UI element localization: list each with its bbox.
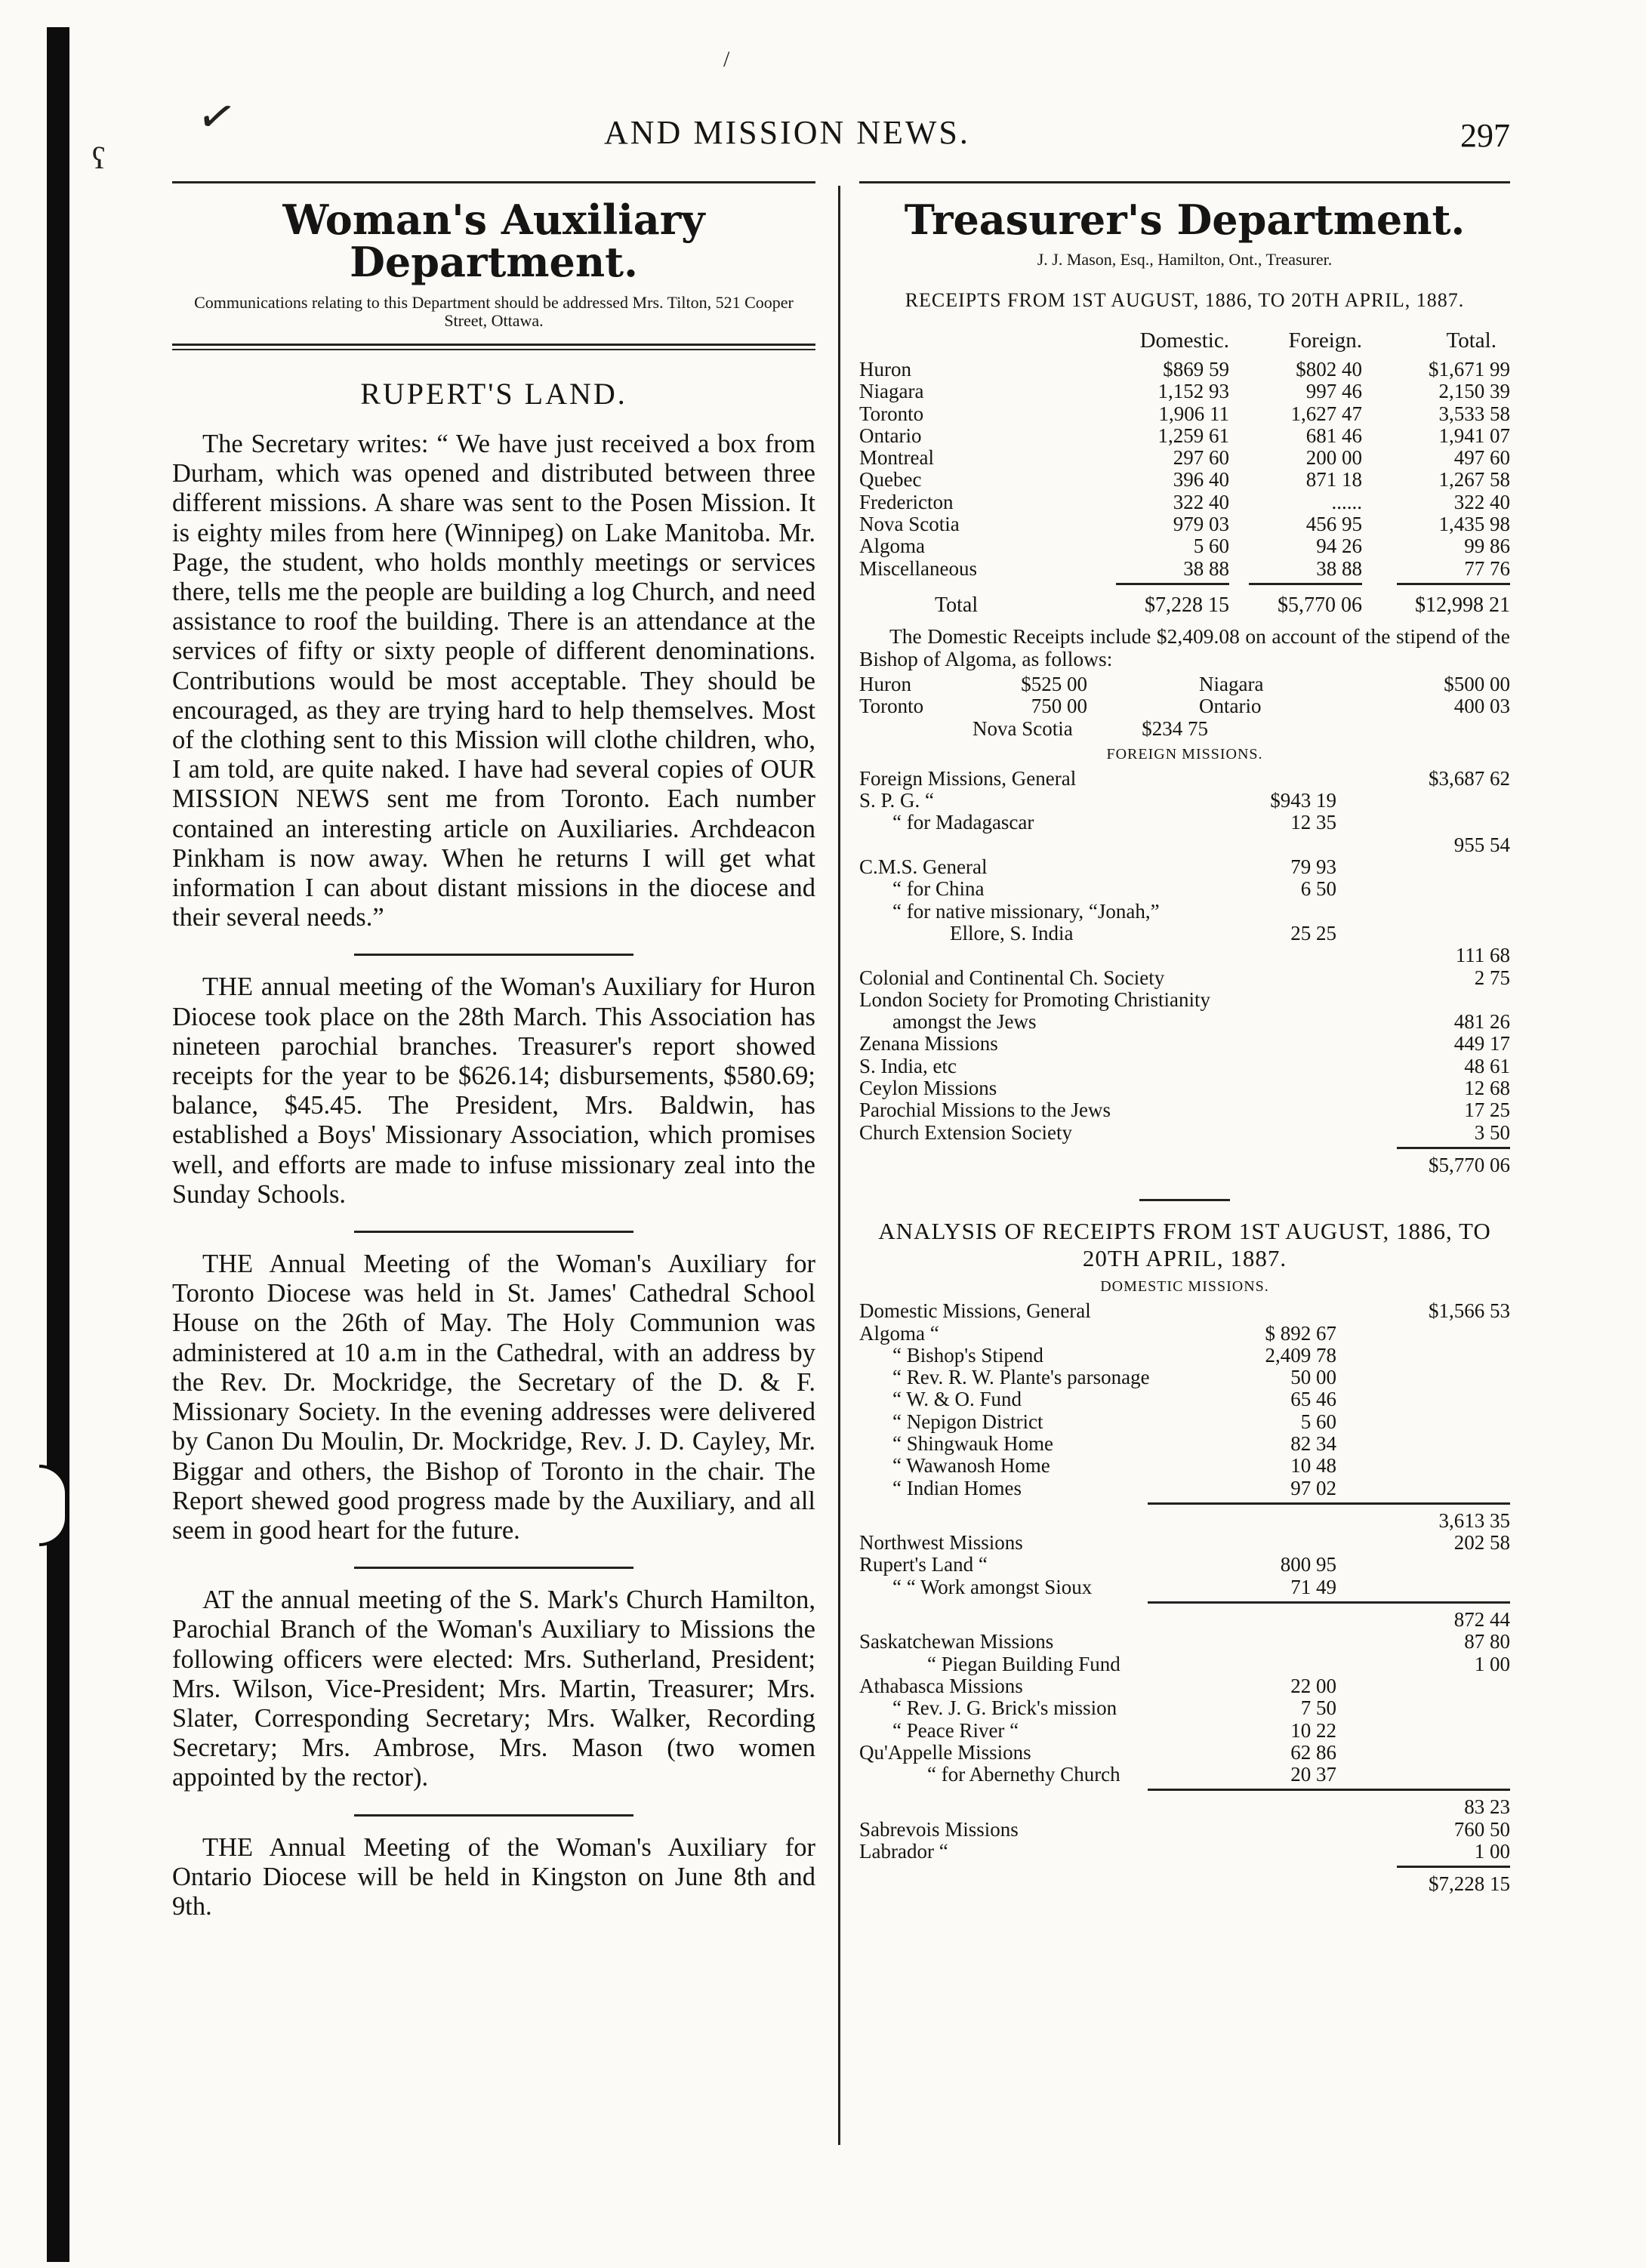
analysis-title: ANALYSIS OF RECEIPTS FROM 1ST AUGUST, 1886, TO 20TH APRIL, 1887.	[878, 1218, 1491, 1272]
sum-rule	[859, 1598, 1510, 1609]
table-row: Church Extension Society 3 50	[859, 1120, 1510, 1144]
table-row: 83 23	[1464, 1795, 1510, 1819]
table-row: “ for Abernethy Church 20 37	[927, 1763, 1336, 1786]
table-row: Algoma “ $ 892 67	[859, 1321, 1336, 1345]
sum-rule	[859, 1144, 1510, 1154]
right-column	[859, 181, 1510, 1896]
foreign-missions-heading: FOREIGN MISSIONS.	[1106, 745, 1263, 763]
page-number: 297	[1460, 117, 1510, 154]
table-row: Domestic Missions, General $1,566 53	[859, 1299, 1510, 1323]
table-row: Rupert's Land “ 800 95	[859, 1553, 1336, 1576]
table-row: “ for China 6 50	[892, 877, 1336, 901]
separator-rule	[354, 954, 633, 956]
table-row: “ Wawanosh Home 10 48	[892, 1454, 1336, 1478]
separator-rule	[354, 1231, 633, 1233]
table-row: Quebec 396 40 871 18 1,267 58	[859, 468, 1510, 492]
left-column	[172, 181, 815, 1921]
table-row: Miscellaneous 38 88 38 88 77 76	[859, 556, 1510, 580]
table-row: Parochial Missions to the Jews 17 25	[859, 1099, 1510, 1122]
pencil-check-mark: ✓	[193, 88, 241, 146]
table-row: Ellore, S. India 25 25	[950, 921, 1336, 944]
table-row: Foreign Missions, General $3,687 62	[859, 766, 1510, 790]
womans-auxiliary-heading: Woman's Auxiliary Department.	[282, 196, 705, 286]
table-row: Ontario 1,259 61 681 46 1,941 07	[859, 424, 1510, 447]
table-row: Fredericton 322 40 ...... 322 40	[859, 490, 1510, 513]
col-domestic: Domestic.	[1139, 328, 1229, 353]
col-foreign: Foreign.	[1288, 328, 1362, 353]
table-row: Sabrevois Missions 760 50	[859, 1817, 1510, 1841]
receipts-total-row: Total $7,228 15 $5,770 06 $12,998 21	[935, 593, 1510, 617]
top-rule	[172, 181, 815, 183]
ruperts-land-paragraph: The Secretary writes: “ We have just received a box from Durham, which was opened and distributed between three different missions. A share was sent to the Posen Mission. It is eighty miles from here (Winnipeg) on Lake Manitoba. Mr. Page, the student, who holds monthly meetings or services there, tells me the people are building a log Church, and need assistance to roof the building. There is an attendance at the services of fifty or sixty people of different denominations. Contributions would be most acceptable. They should be encouraged, as they are trying hard to help themselves. Most of the clothing sent to this Mission will clothe children, who, I am told, are quite naked. I have had several copies of OUR MISSION NEWS sent me from Toronto. Each number contained an interesting article on Auxiliaries. Archdeacon Pinkham is now away. When he returns I will get what information I can about distant missions in the diocese and their several needs.”	[172, 430, 815, 932]
domestic-missions-table	[859, 1300, 1510, 1895]
table-row: 955 54	[1453, 833, 1510, 856]
foreign-missions-table	[859, 768, 1510, 1176]
separator-rule	[354, 1567, 633, 1569]
st-marks-paragraph: AT the annual meeting of the S. Mark's Church Hamilton, Parochial Branch of the Woman's Auxiliary to Missions the following officers were elected: Mrs. Sutherland, President; Mrs. Wilson, Vice-President; Mrs. Martin, Treasurer; Mrs. Slater, Corresponding Secretary; Mrs. Walker, Recording Secretary; Mrs. Ambrose, Mrs. Mason (two women appointed by the rector).	[172, 1585, 815, 1792]
treasurer-name: J. J. Mason, Esq., Hamilton, Ont., Treasurer.	[1037, 250, 1333, 269]
foreign-total-row: $5,770 06	[1429, 1153, 1510, 1176]
receipts-title: RECEIPTS FROM 1ST AUGUST, 1886, TO 20TH APRIL, 1887.	[905, 289, 1465, 311]
margin-squiggle: ʕ	[92, 141, 106, 175]
page-binding-edge	[47, 27, 69, 2262]
table-row: Algoma 5 60 94 26 99 86	[859, 535, 1510, 558]
huron-meeting-paragraph: THE annual meeting of the Woman's Auxiliary for Huron Diocese took place on the 28th March. This Association has nineteen parochial branches. Treasurer's report showed receipts for the year to be $626.14; disbursements, $580.69; balance, $45.45. The President, Mrs. Baldwin, has established a Boys' Missionary Association, which promises well, and efforts are made to infuse missionary zeal into the Sunday Schools.	[172, 972, 815, 1209]
receipts-table	[859, 359, 1510, 622]
table-row: Labrador “ 1 00	[859, 1840, 1510, 1863]
table-row: “ Peace River “ 10 22	[892, 1718, 1336, 1742]
sum-rule	[859, 1863, 1510, 1873]
domestic-total-row: $7,228 15	[1429, 1872, 1510, 1896]
table-row: C.M.S. General 79 93	[859, 855, 1336, 879]
table-row: S. P. G. “ $943 19	[859, 789, 1336, 812]
table-row: Northwest Missions 202 58	[859, 1531, 1510, 1555]
sum-rule	[859, 1786, 1510, 1796]
stipend-list: Huron $525 00 Niagara $500 00 Toronto 750 00 Ontario 400 03 Nova Scotia $234 75	[859, 672, 1510, 740]
table-row: “ W. & O. Fund 65 46	[892, 1388, 1336, 1411]
column-divider	[838, 186, 840, 2145]
table-row: Toronto 1,906 11 1,627 47 3,533 58	[859, 402, 1510, 425]
table-row: Zenana Missions 449 17	[859, 1032, 1510, 1055]
treasurers-heading: Treasurer's Department.	[904, 196, 1466, 244]
sum-rule	[859, 580, 1510, 590]
table-row: 111 68	[1455, 944, 1510, 967]
table-row: “ for Madagascar 12 35	[892, 811, 1336, 834]
table-row: Niagara 1,152 93 997 46 2,150 39	[859, 380, 1510, 403]
separator-rule	[1139, 1199, 1230, 1201]
sum-rule	[859, 1499, 1510, 1510]
double-rule	[172, 344, 815, 350]
margin-tick-mark: /	[723, 47, 730, 72]
top-rule	[859, 181, 1510, 183]
table-row: London Society for Promoting Christianity	[859, 988, 1210, 1011]
table-row: 3,613 35	[1438, 1508, 1510, 1532]
table-row: “ Indian Homes 97 02	[892, 1476, 1336, 1499]
table-row: Qu'Appelle Missions 62 86	[859, 1740, 1336, 1764]
table-row: Montreal 297 60 200 00 497 60	[859, 446, 1510, 470]
toronto-meeting-paragraph: THE Annual Meeting of the Woman's Auxiliary for Toronto Diocese was held in St. James' Cathedral School House on the 26th of May. The Holy Communion was administered at 10 a.m in the Cathedral, with an address by the Rev. Dr. Mockridge, the Secretary of the D. & F. Missionary Society. In the evening addresses were delivered by Canon Du Moulin, Dr. Mockridge, Rev. J. D. Cayley, Mr. Biggar and others, the Bishop of Toronto in the chair. The Report shewed good progress made by the Auxiliary, and all seem in good heart for the future.	[172, 1250, 815, 1545]
separator-rule	[354, 1814, 633, 1817]
table-row: “ Nepigon District 5 60	[892, 1410, 1336, 1433]
table-row: “ “ Work amongst Sioux 71 49	[892, 1575, 1336, 1598]
table-row: Nova Scotia 979 03 456 95 1,435 98	[859, 513, 1510, 536]
table-row: amongst the Jews 481 26	[892, 1010, 1510, 1034]
table-row: “ Piegan Building Fund 1 00	[927, 1652, 1510, 1675]
table-row: “ Bishop's Stipend 2,409 78	[892, 1343, 1336, 1367]
table-row: Ceylon Missions 12 68	[859, 1077, 1510, 1100]
table-row: Huron $869 59 $802 40 $1,671 99	[859, 358, 1510, 381]
running-title: AND MISSION NEWS.	[604, 114, 970, 151]
table-row: Saskatchewan Missions 87 80	[859, 1630, 1510, 1653]
department-address-note: Communications relating to this Department should be addressed Mrs. Tilton, 521 Cooper Street, Ottawa.	[194, 293, 794, 330]
domestic-missions-heading: DOMESTIC MISSIONS.	[1100, 1278, 1269, 1296]
running-header	[181, 113, 1510, 166]
ontario-meeting-paragraph: THE Annual Meeting of the Woman's Auxiliary for Ontario Diocese will be held in Kingston on June 8th and 9th.	[172, 1832, 815, 1921]
table-row: “ Rev. R. W. Plante's parsonage 50 00	[892, 1366, 1336, 1389]
table-row: “ Rev. J. G. Brick's mission 7 50	[892, 1696, 1336, 1720]
section-heading: RUPERT'S LAND.	[360, 377, 627, 411]
table-row: Athabasca Missions 22 00	[859, 1674, 1336, 1697]
col-total: Total.	[1446, 328, 1497, 353]
receipts-table-header	[859, 328, 1510, 359]
table-row: 872 44	[1453, 1608, 1510, 1632]
domestic-receipts-note: The Domestic Receipts include $2,409.08 on account of the stipend of the Bishop of Algoma, as follows:	[859, 624, 1510, 670]
table-row: “ for native missionary, “Jonah,”	[892, 899, 1160, 923]
table-row: S. India, etc 48 61	[859, 1054, 1510, 1077]
table-row: Colonial and Continental Ch. Society 2 75	[859, 966, 1510, 989]
table-row: “ Shingwauk Home 82 34	[892, 1431, 1336, 1455]
